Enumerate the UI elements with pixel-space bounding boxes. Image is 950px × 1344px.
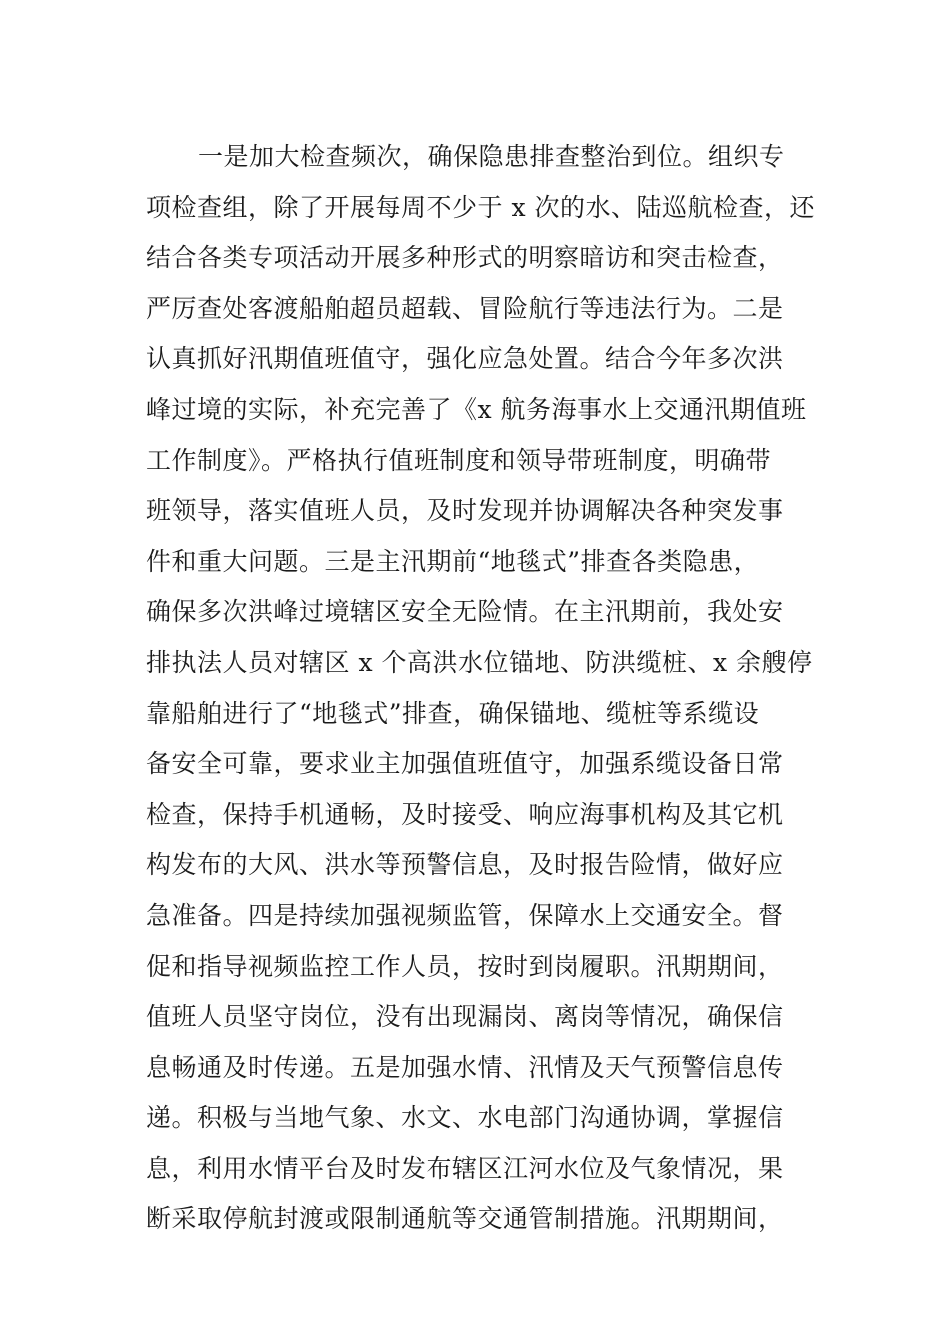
text-line: 工作制度》。严格执行值班制度和领导带班制度，明确带 <box>146 445 772 475</box>
text-line: 构发布的大风、洪水等预警信息，及时报告险情，做好应 <box>146 850 784 880</box>
text-line: 项检查组，除了开展每周不少于 x 次的水、陆巡航检查，还 <box>146 192 815 222</box>
body-paragraph <box>146 132 816 1245</box>
text-line: 值班人员坚守岗位，没有出现漏岗、离岗等情况，确保信 <box>146 1002 784 1032</box>
text-line: 件和重大问题。三是主汛期前“地毯式”排查各类隐患， <box>146 546 760 576</box>
text-line: 促和指导视频监控工作人员，按时到岗履职。汛期期间， <box>146 951 784 981</box>
text-line: 检查，保持手机通畅，及时接受、响应海事机构及其它机 <box>146 799 784 829</box>
text-line: 班领导，落实值班人员，及时发现并协调解决各种突发事 <box>146 496 784 526</box>
text-line: 息畅通及时传递。五是加强水情、汛情及天气预警信息传 <box>146 1052 784 1082</box>
text-line: 断采取停航封渡或限制通航等交通管制措施。汛期期间， <box>146 1204 784 1234</box>
text-line: 备安全可靠，要求业主加强值班值守，加强系缆设备日常 <box>146 749 784 779</box>
text-line: 严厉查处客渡船舶超员超载、冒险航行等违法行为。二是 <box>146 293 784 323</box>
text-line: 一是加大检查频次，确保隐患排查整治到位。组织专 <box>198 142 785 171</box>
text-line: 急准备。四是持续加强视频监管，保障水上交通安全。督 <box>146 900 784 930</box>
text-line: 排执法人员对辖区 x 个高洪水位锚地、防洪缆桩、x 余艘停 <box>146 647 813 677</box>
text-line: 息，利用水情平台及时发布辖区江河水位及气象情况，果 <box>146 1153 784 1183</box>
text-line: 靠船舶进行了“地毯式”排查，确保锚地、缆桩等系缆设 <box>146 698 760 728</box>
text-line: 确保多次洪峰过境辖区安全无险情。在主汛期前，我处安 <box>146 597 784 627</box>
text-line: 递。积极与当地气象、水文、水电部门沟通协调，掌握信 <box>146 1103 784 1133</box>
text-line: 结合各类专项活动开展多种形式的明察暗访和突击检查， <box>146 243 784 273</box>
text-line: 认真抓好汛期值班值守，强化应急处置。结合今年多次洪 <box>146 344 784 374</box>
text-line: 峰过境的实际，补充完善了《x 航务海事水上交通汛期值班 <box>146 394 807 424</box>
